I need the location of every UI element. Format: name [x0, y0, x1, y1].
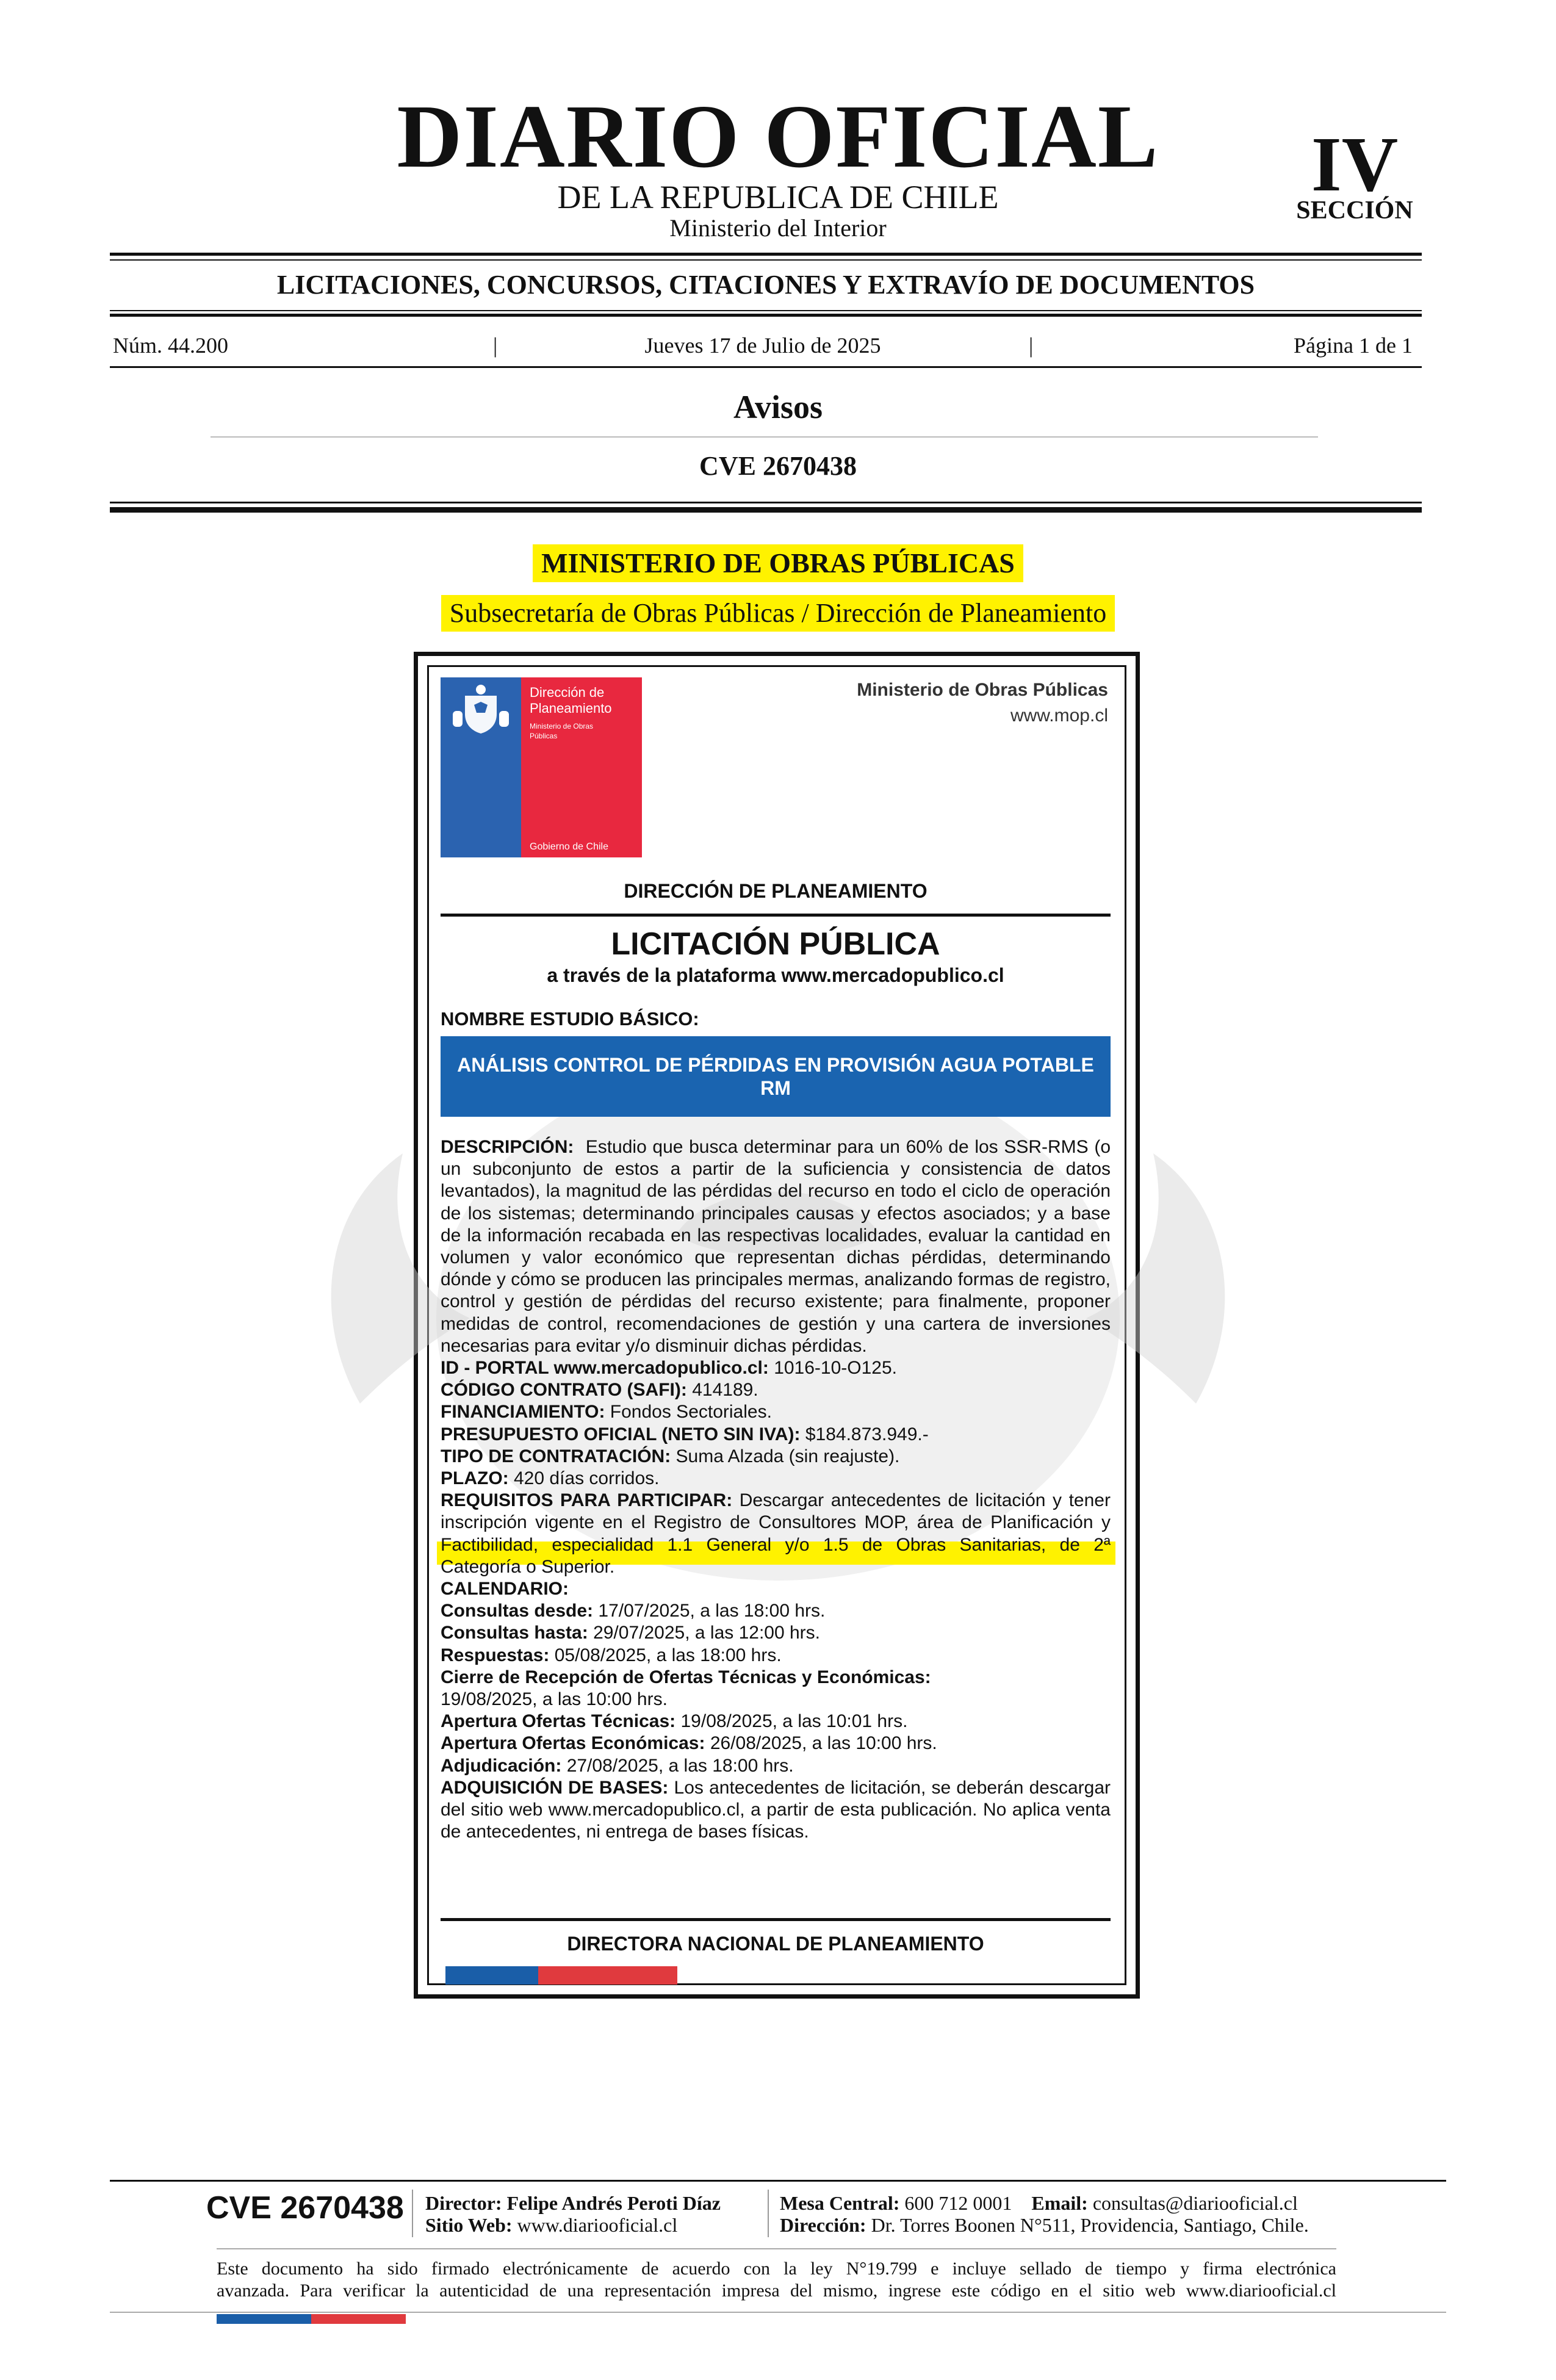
id-portal-line — [441, 1357, 1111, 1379]
header-rule-thin-1 — [110, 259, 1422, 261]
logo-line3: Ministerio de Obras — [530, 722, 594, 730]
footer-cve: CVE 2670438 — [206, 2190, 404, 2226]
logo-line4: Públicas — [530, 732, 558, 740]
study-label: NOMBRE ESTUDIO BÁSICO: — [441, 1008, 699, 1030]
consultas-hasta-value: 29/07/2025, a las 12:00 hrs. — [593, 1623, 821, 1643]
id-portal-label: ID - PORTAL www.mercadopublico.cl: — [441, 1358, 769, 1379]
mop-name: Ministerio de Obras Públicas — [857, 680, 1108, 700]
cierre-line — [441, 1667, 1111, 1689]
mop-website: www.mop.cl — [1010, 705, 1108, 726]
respuestas-label: Respuestas: — [441, 1645, 550, 1665]
footer-director-value: Felipe Andrés Peroti Díaz — [506, 2192, 721, 2214]
page-number: Página 1 de 1 — [1294, 333, 1413, 358]
requisitos-label: REQUISITOS PARA PARTICIPAR: — [441, 1490, 733, 1511]
issue-rule — [110, 366, 1422, 368]
descripcion-text: Estudio que busca determinar para un 60% de los SSR-RMS (o un subconjunto de estos a partir de la suficiencia y consistencia de datos levantados), la magnitud de las pérdidas del recurso en todo el ciclo de operación de los sistemas; determinando principales causas y efectos asociados; y a base de la información recabada en las respectivas localidades, evaluar la cantidad en volumen y valor económico que representan dichas pérdidas, determinando dónde y cómo se producen las principales mermas, analizando formas de registro, control y gestión de pérdidas del recurso existente; para finalmente, proponer medidas de control, recomendaciones de gestión y una cartera de inversiones necesarias para evitar y/o disminuir dichas pérdidas. — [441, 1137, 1111, 1356]
adjudicacion-label: Adjudicación: — [441, 1755, 562, 1776]
plazo-value: 420 días corridos. — [514, 1468, 660, 1489]
requisitos-paragraph — [441, 1490, 1111, 1578]
tipo-value: Suma Alzada (sin reajuste). — [675, 1446, 900, 1466]
footer-address-value: Dr. Torres Boonen N°511, Providencia, Santiago, Chile. — [871, 2214, 1309, 2236]
footer-email-value: consultas@diariooficial.cl — [1092, 2192, 1298, 2214]
notice-title-sub: a través de la plataforma www.mercadopublico.cl — [547, 964, 1004, 986]
cierre-value: 19/08/2025, a las 10:00 hrs. — [441, 1689, 668, 1710]
plazo-line — [441, 1468, 1111, 1490]
descripcion-paragraph — [441, 1136, 1111, 1357]
tipo-label: TIPO DE CONTRATACIÓN: — [441, 1446, 671, 1466]
footer-bar-red — [311, 2314, 406, 2324]
presupuesto-line — [441, 1424, 1111, 1446]
consultas-hasta-line — [441, 1622, 1111, 1644]
consultas-desde-label: Consultas desde: — [441, 1601, 594, 1621]
adquisicion-label: ADQUISICIÓN DE BASES: — [441, 1777, 669, 1798]
respuestas-line — [441, 1645, 1111, 1667]
highlight-ministry-wrap — [0, 544, 1556, 582]
separator: | — [1029, 333, 1034, 358]
calendario-heading — [441, 1578, 1111, 1600]
direccion-planeamiento-logo — [441, 677, 642, 857]
highlighted-subsecretaria: Subsecretaría de Obras Públicas / Dirección de Planeamiento — [441, 595, 1115, 632]
categories-heading: LICITACIONES, CONCURSOS, CITACIONES Y EXTRAVÍO DE DOCUMENTOS — [276, 270, 1255, 300]
issue-number: Núm. 44.200 — [113, 333, 228, 358]
cierre-label: Cierre de Recepción de Ofertas Técnicas y Económicas: — [441, 1667, 931, 1687]
flag-bar-blue — [445, 1966, 538, 1985]
footer-rule-mid — [217, 2248, 1336, 2249]
flag-bar-red — [538, 1966, 677, 1985]
footer-bar-blue — [217, 2314, 311, 2324]
newspaper-title: DIARIO OFICIAL — [397, 87, 1159, 187]
footer-address — [780, 2214, 1309, 2237]
consultas-desde-line — [441, 1600, 1111, 1622]
study-name — [441, 1053, 1111, 1100]
section-type-heading: Avisos — [733, 389, 823, 425]
notice-body — [441, 1136, 1111, 1844]
logo-line2: Planeamiento — [530, 701, 612, 716]
study-name-line1: ANÁLISIS CONTROL DE PÉRDIDAS EN PROVISIÓN AGUA POTABLE — [457, 1054, 1094, 1076]
financiamiento-label: FINANCIAMIENTO: — [441, 1402, 605, 1423]
footer-divider-1 — [412, 2190, 413, 2237]
footer-contact — [780, 2192, 1298, 2215]
apertura-economica-line — [441, 1733, 1111, 1754]
footer-divider-2 — [768, 2190, 769, 2237]
adjudicacion-value: 27/08/2025, a las 18:00 hrs. — [566, 1755, 794, 1776]
cve-rule-thin — [110, 502, 1422, 503]
director-rule — [441, 1918, 1111, 1921]
apertura-tecnica-value: 19/08/2025, a las 10:01 hrs. — [680, 1711, 908, 1732]
cve-code: CVE 2670438 — [699, 451, 857, 481]
consultas-desde-value: 17/07/2025, a las 18:00 hrs. — [598, 1601, 826, 1621]
cve-rule-thick — [110, 507, 1422, 513]
study-name-line2: RM — [760, 1077, 791, 1099]
footer-director — [425, 2192, 721, 2215]
section-label: SECCIÓN — [1296, 197, 1413, 225]
highlight-sub-wrap — [0, 595, 1556, 632]
presupuesto-label: PRESUPUESTO OFICIAL (NETO SIN IVA): — [441, 1424, 801, 1444]
apertura-economica-value: 26/08/2025, a las 10:00 hrs. — [710, 1733, 937, 1754]
avisos-underline — [211, 436, 1318, 438]
footer-rule-top — [110, 2180, 1446, 2182]
footer-legal-line2: avanzada. Para verificar la autenticidad de una representación impresa del mismo, ingrese este código en el sitio web www.diariooficial.cl — [217, 2281, 1336, 2301]
footer-website — [425, 2214, 677, 2237]
issue-date: Jueves 17 de Julio de 2025 — [644, 333, 881, 358]
apertura-economica-label: Apertura Ofertas Económicas: — [441, 1733, 705, 1754]
plazo-label: PLAZO: — [441, 1468, 509, 1489]
logo-line5: Gobierno de Chile — [530, 842, 608, 852]
consultas-hasta-label: Consultas hasta: — [441, 1623, 588, 1643]
separator: | — [493, 333, 498, 358]
header-rule-thick-1 — [110, 253, 1422, 256]
footer-email-label: Email: — [1031, 2192, 1088, 2214]
cierre-value-line — [441, 1689, 1111, 1711]
newspaper-subtitle: DE LA REPUBLICA DE CHILE — [557, 179, 999, 215]
logo-line1: Dirección de — [530, 685, 605, 700]
footer-rule-bottom — [110, 2312, 1446, 2313]
newspaper-ministry: Ministerio del Interior — [669, 214, 887, 242]
footer-address-label: Dirección: — [780, 2214, 866, 2236]
header-rule-thin-2 — [110, 310, 1422, 311]
highlighted-ministry: MINISTERIO DE OBRAS PÚBLICAS — [533, 544, 1023, 582]
codigo-value: 414189. — [692, 1380, 758, 1401]
respuestas-value: 05/08/2025, a las 18:00 hrs. — [554, 1645, 782, 1665]
footer-mesa-label: Mesa Central: — [780, 2192, 900, 2214]
financiamiento-value: Fondos Sectoriales. — [610, 1402, 772, 1423]
descripcion-label: DESCRIPCIÓN: — [441, 1137, 574, 1157]
apertura-tecnica-line — [441, 1711, 1111, 1733]
footer-website-value: www.diariooficial.cl — [517, 2214, 678, 2236]
codigo-label: CÓDIGO CONTRATO (SAFI): — [441, 1380, 687, 1401]
adquisicion-text: Los antecedentes de licitación, se deberán descargar del sitio web www.mercadopublico.cl, a partir de esta publicación. No aplica venta de antecedentes, ni entrega de bases físicas. — [441, 1777, 1111, 1842]
codigo-line — [441, 1379, 1111, 1401]
notice-title: LICITACIÓN PÚBLICA — [611, 926, 940, 962]
section-number: IV — [1311, 121, 1399, 207]
presupuesto-value: $184.873.949.- — [805, 1424, 929, 1444]
footer-legal-line1: Este documento ha sido firmado electrónicamente de acuerdo con la ley N°19.799 e incluye sellado de tiempo y firma electrónica — [217, 2259, 1336, 2279]
footer-legal-text — [217, 2258, 1336, 2302]
calendario-label: CALENDARIO: — [441, 1579, 569, 1599]
adjudicacion-line — [441, 1755, 1111, 1777]
apertura-tecnica-label: Apertura Ofertas Técnicas: — [441, 1711, 676, 1732]
requisitos-text: Descargar antecedentes de licitación y tener inscripción vigente en el Registro de Consultores MOP, área de Planificación y Factibilidad, especialidad 1.1 General y/o 1.5 de Obras Sanitarias, de 2ª Categoría o Superior. — [441, 1490, 1111, 1577]
financiamiento-line — [441, 1401, 1111, 1423]
id-portal-value: 1016-10-O125. — [774, 1358, 897, 1379]
notice-direccion: DIRECCIÓN DE PLANEAMIENTO — [624, 880, 927, 902]
header-rule-thick-2 — [110, 314, 1422, 317]
director-signature: DIRECTORA NACIONAL DE PLANEAMIENTO — [567, 1933, 984, 1955]
tipo-line — [441, 1446, 1111, 1468]
notice-title-rule — [441, 914, 1111, 917]
footer-director-label: Director: — [425, 2192, 502, 2214]
footer-website-label: Sitio Web: — [425, 2214, 513, 2236]
footer-mesa-value: 600 712 0001 — [904, 2192, 1012, 2214]
adquisicion-paragraph — [441, 1777, 1111, 1844]
